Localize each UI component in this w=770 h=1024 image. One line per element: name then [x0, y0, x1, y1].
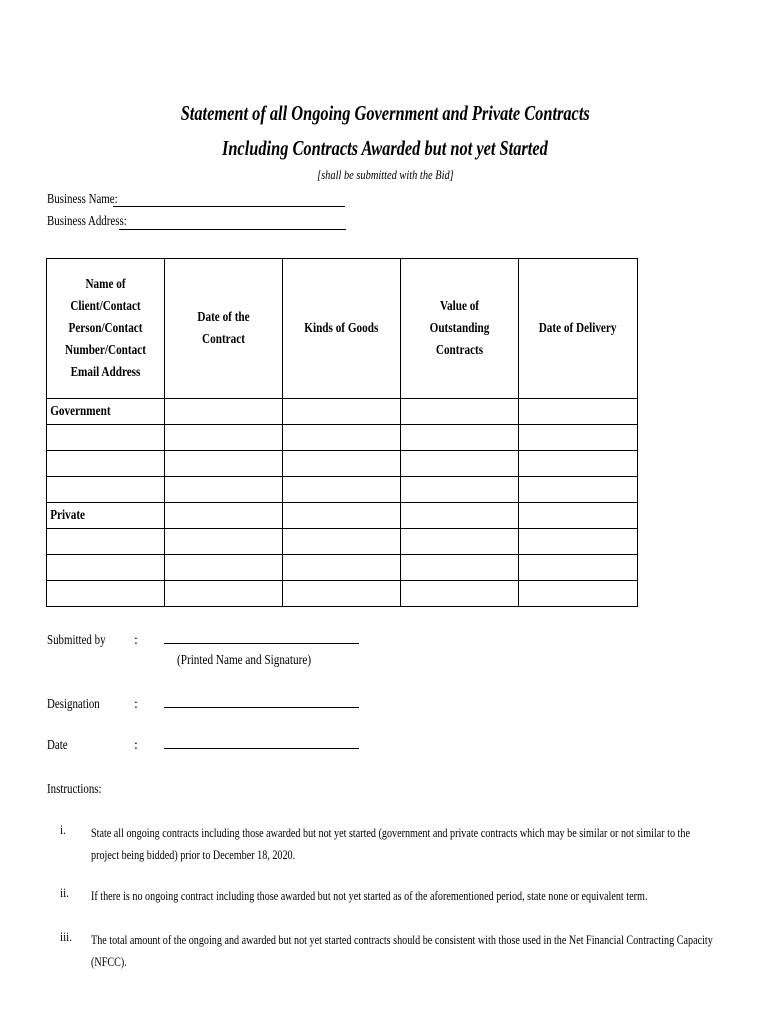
instruction-item — [0, 822, 770, 866]
instruction-number: ii. — [60, 885, 69, 900]
table-cell[interactable] — [401, 399, 519, 425]
table-row — [47, 529, 638, 555]
table-cell[interactable] — [283, 425, 401, 451]
table-row — [47, 425, 638, 451]
table-cell[interactable] — [401, 425, 519, 451]
instruction-item — [0, 929, 770, 969]
table-cell[interactable] — [283, 399, 401, 425]
table-row — [47, 503, 638, 529]
colon: : — [134, 633, 138, 648]
table-header-row — [47, 259, 638, 399]
table-cell[interactable] — [165, 477, 283, 503]
table-cell[interactable] — [47, 477, 165, 503]
table-cell[interactable] — [519, 451, 638, 477]
table-cell[interactable] — [47, 425, 165, 451]
instruction-text: If there is no ongoing contract including those awarded but not yet started as of the aforementioned period, state none or equivalent term. — [91, 888, 648, 903]
table-cell[interactable] — [165, 425, 283, 451]
table-cell[interactable] — [519, 425, 638, 451]
instruction-text: The total amount of the ongoing and awarded but not yet started contracts should be consistent with those used in the Net Financial Contracting Capacity (NFCC). — [91, 932, 713, 969]
header-value-outstanding: Value of Outstanding Contracts — [401, 259, 519, 399]
table-cell[interactable] — [519, 529, 638, 555]
table-cell[interactable] — [47, 581, 165, 607]
table-cell[interactable] — [519, 399, 638, 425]
table-row — [47, 555, 638, 581]
table-cell[interactable] — [165, 451, 283, 477]
header-date-delivery: Date of Delivery — [519, 259, 638, 399]
contracts-table — [46, 258, 638, 607]
business-name-label: Business Name: — [47, 192, 118, 207]
table-row — [47, 399, 638, 425]
date-line[interactable] — [164, 748, 359, 749]
table-cell[interactable] — [47, 451, 165, 477]
instruction-number: i. — [60, 822, 66, 837]
table-cell[interactable] — [165, 503, 283, 529]
table-cell[interactable] — [401, 451, 519, 477]
table-row — [47, 581, 638, 607]
instructions-heading: Instructions: — [47, 782, 102, 797]
header-client: Name of Client/Contact Person/Contact Number/Contact Email Address — [47, 259, 165, 399]
table-cell[interactable] — [283, 477, 401, 503]
page-title-line1: Statement of all Ongoing Government and Private Contracts — [180, 101, 590, 125]
table-cell[interactable] — [519, 503, 638, 529]
designation-row — [47, 697, 377, 717]
business-address-label: Business Address: — [47, 214, 127, 229]
date-label: Date — [47, 738, 68, 753]
table-cell[interactable] — [401, 503, 519, 529]
colon: : — [134, 738, 138, 753]
business-address-line[interactable] — [119, 229, 346, 230]
section-private: Private — [47, 503, 165, 529]
table-cell[interactable] — [165, 529, 283, 555]
table-row — [47, 451, 638, 477]
table-cell[interactable] — [47, 555, 165, 581]
table-cell[interactable] — [283, 555, 401, 581]
table-cell[interactable] — [165, 581, 283, 607]
instruction-number: iii. — [60, 929, 72, 944]
business-name-line[interactable] — [113, 206, 345, 207]
instruction-item — [0, 885, 770, 907]
designation-label: Designation — [47, 697, 100, 712]
table-cell[interactable] — [283, 581, 401, 607]
subtitle: [shall be submitted with the Bid] — [316, 167, 454, 182]
table-cell[interactable] — [519, 477, 638, 503]
table-cell[interactable] — [519, 581, 638, 607]
table-cell[interactable] — [165, 555, 283, 581]
table-cell[interactable] — [283, 451, 401, 477]
table-cell[interactable] — [401, 581, 519, 607]
header-date-contract: Date of the Contract — [165, 259, 283, 399]
table-cell[interactable] — [283, 503, 401, 529]
submitted-by-row — [47, 633, 377, 673]
page-title-line2: Including Contracts Awarded but not yet Started — [222, 136, 548, 160]
table-row — [47, 477, 638, 503]
table-cell[interactable] — [519, 555, 638, 581]
business-address-field — [47, 214, 149, 230]
date-row — [47, 738, 377, 758]
section-government: Government — [47, 399, 165, 425]
table-cell[interactable] — [401, 555, 519, 581]
table-cell[interactable] — [401, 529, 519, 555]
table-cell[interactable] — [401, 477, 519, 503]
header-kinds-goods: Kinds of Goods — [283, 259, 401, 399]
table-cell[interactable] — [47, 529, 165, 555]
colon: : — [134, 697, 138, 712]
designation-line[interactable] — [164, 707, 359, 708]
submitted-by-line[interactable] — [164, 643, 359, 644]
table-cell[interactable] — [283, 529, 401, 555]
table-cell[interactable] — [165, 399, 283, 425]
submitted-by-label: Submitted by — [47, 633, 106, 648]
instruction-text: State all ongoing contracts including those awarded but not yet started (government and private contracts which may be similar or not similar to the project being bidded) prior to December 18, 2020. — [91, 825, 690, 862]
printed-name-note: (Printed Name and Signature) — [177, 653, 312, 668]
